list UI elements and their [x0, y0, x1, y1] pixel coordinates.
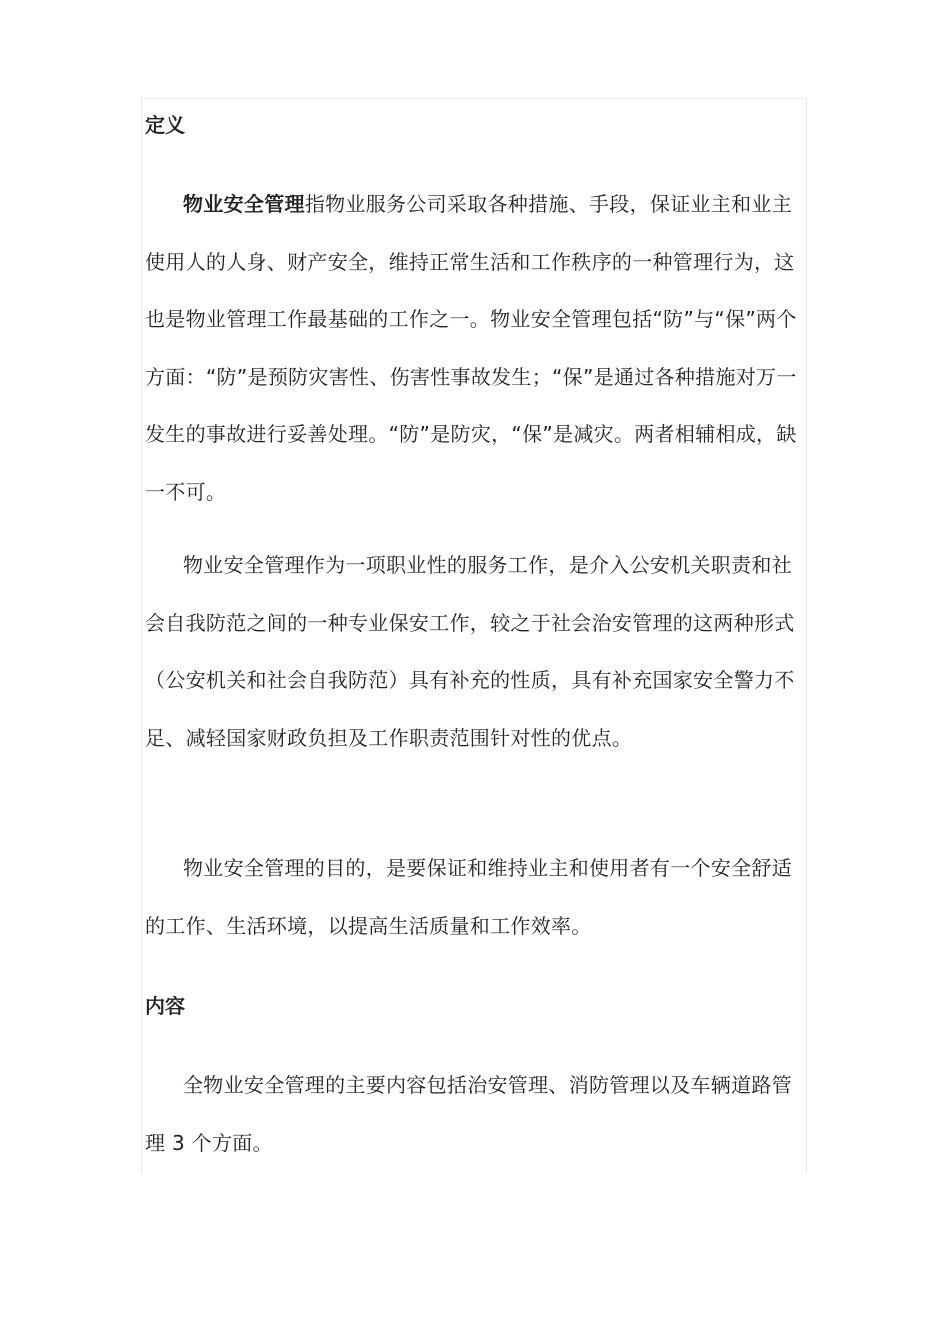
definition-term: 物业安全管理: [183, 192, 305, 216]
definition-paragraph-1: [145, 176, 800, 521]
definition-paragraph-1-text: 指物业服务公司采取各种措施、手段，保证业主和业主使用人的人身、财产安全，维持正常生活和工作秩序的一种管理行为，这也是物业管理工作最基础的工作之一。物业安全管理包括“防”与“保”两个方面：“防”是预防灾害性、伤害性事故发生；“保”是通过各种措施对万一发生的事故进行妥善处理。“防”是防灾，“保”是减灾。两者相辅相成，缺一不可。: [145, 192, 797, 504]
definition-paragraph-3: 物业安全管理的目的，是要保证和维持业主和使用者有一个安全舒适的工作、生活环境，以提高生活质量和工作效率。: [145, 856, 792, 938]
definition-paragraph-2: 物业安全管理作为一项职业性的服务工作，是介入公安机关职责和社会自我防范之间的一种专业保安工作，较之于社会治安管理的这两种形式（公安机关和社会自我防范）具有补充的性质，具有补充国家安全警力不足、减轻国家财政负担及工作职责范围针对性的优点。: [145, 553, 795, 750]
content-paragraph-1: 全物业安全管理的主要内容包括治安管理、消防管理以及车辆道路管理 3 个方面。: [145, 1073, 792, 1155]
section-heading-definition: 定义: [145, 113, 185, 137]
section-heading-content: 内容: [145, 994, 185, 1018]
